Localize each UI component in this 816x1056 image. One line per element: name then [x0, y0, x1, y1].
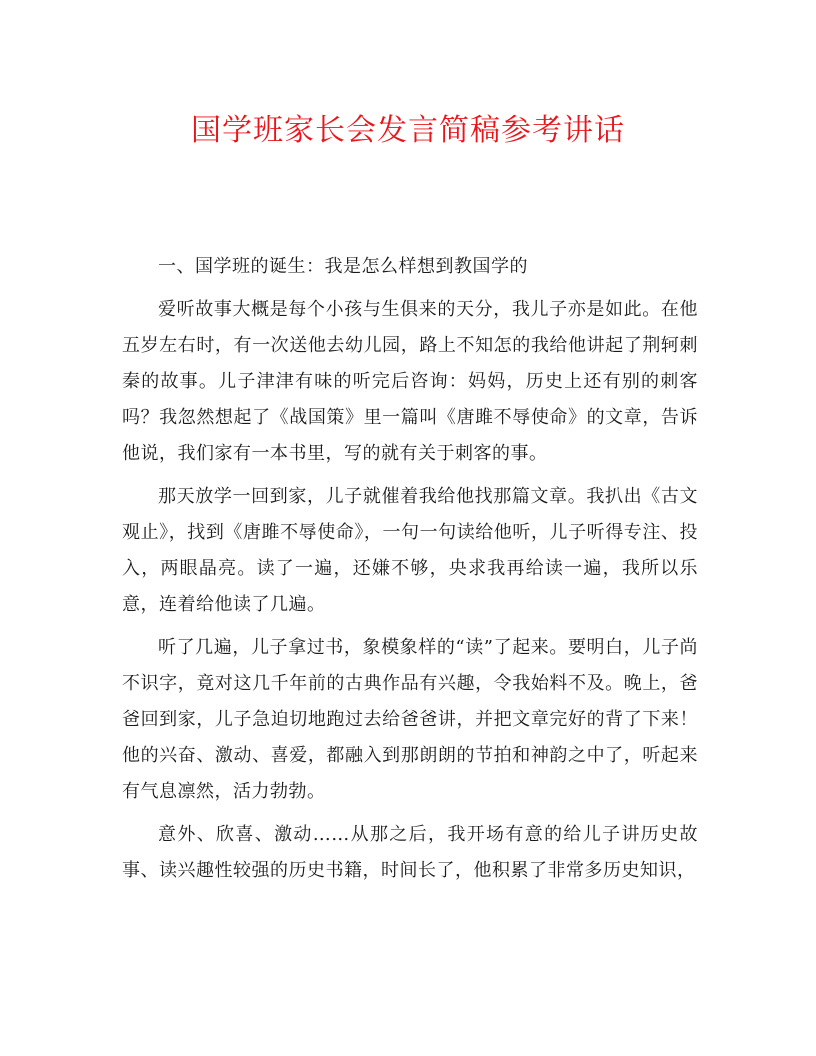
paragraph: 爱听故事大概是每个小孩与生俱来的天分，我儿子亦是如此。在他五岁左右时，有一次送他去幼儿园，路上不知怎的我给他讲起了荆轲刺秦的故事。儿子津津有味的听完后咨询：妈妈，历史上还有别的刺客吗？我忽然想起了《战国策》里一篇叫《唐雎不辱使命》的文章，告诉他说，我们家有一本书里，写的就有关于刺客的事。	[122, 299, 698, 464]
paragraph: 意外、欣喜、激动……从那之后，我开场有意的给儿子讲历史故事、读兴趣性较强的历史书籍，时间长了，他积累了非常多历史知识，	[122, 824, 698, 881]
document-body	[122, 249, 698, 889]
paragraph: 那天放学一回到家，儿子就催着我给他找那篇文章。我扒出《古文观止》，找到《唐雎不辱使命》，一句一句读给他听，儿子听得专注、投入，两眼晶亮。读了一遍，还嫌不够，央求我再给读一遍，我所以乐意，连着给他读了几遍。	[122, 486, 698, 615]
paragraph: 听了几遍，儿子拿过书，象模象样的“读”了起来。要明白，儿子尚不识字，竟对这几千年前的古典作品有兴趣，令我始料不及。晚上，爸爸回到家，儿子急迫切地跑过去给爸爸讲，并把文章完好的背了下来！他的兴奋、激动、喜爱，都融入到那朗朗的节拍和神韵之中了，听起来有气息凛然，活力勃勃。	[122, 637, 698, 802]
section-heading: 一、国学班的诞生：我是怎么样想到教国学的	[158, 256, 528, 277]
page-title: 国学班家长会发言简稿参考讲话	[191, 113, 625, 148]
